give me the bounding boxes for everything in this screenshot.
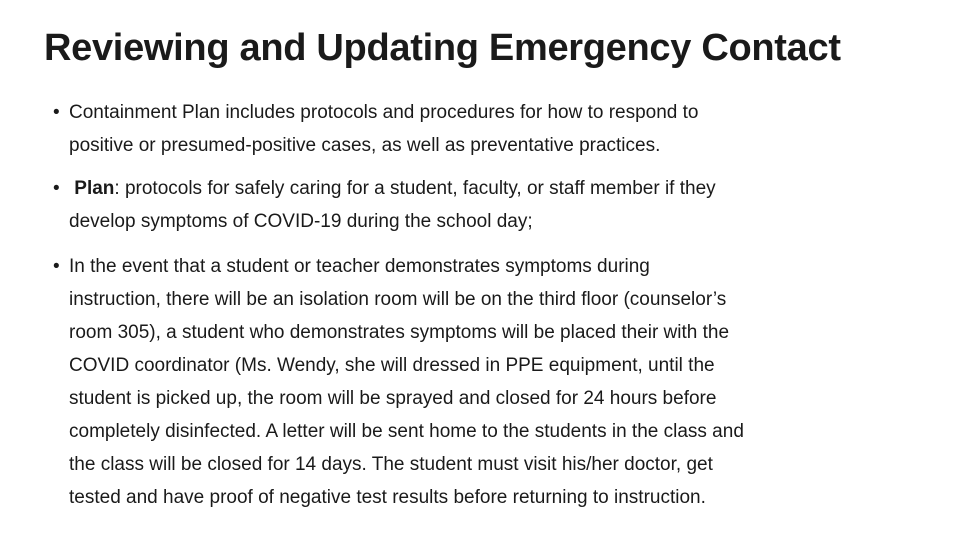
bullet-isolation-procedure <box>53 250 853 514</box>
bullet-line: student is picked up, the room will be sprayed and closed for 24 hours before <box>69 388 717 409</box>
plan-label-suffix: : protocols for safely caring for a student, faculty, or staff member if they <box>114 178 716 199</box>
bullet-line: tested and have proof of negative test results before returning to instruction. <box>69 487 706 508</box>
bullet-line: develop symptoms of COVID-19 during the school day; <box>69 211 533 232</box>
bullet-line: the class will be closed for 14 days. The student must visit his/her doctor, get <box>69 454 713 475</box>
bullet-line: completely disinfected. A letter will be sent home to the students in the class and <box>69 421 744 442</box>
bullet-line: Containment Plan includes protocols and procedures for how to respond to <box>69 102 699 123</box>
plan-label: Plan <box>74 178 115 199</box>
bullet-line: room 305), a student who demonstrates symptoms will be placed their with the <box>69 322 730 343</box>
bullet-line <box>69 172 853 205</box>
bullet-dot: • <box>53 256 60 277</box>
bullet-text <box>53 250 853 514</box>
bullet-text <box>53 96 853 162</box>
bullet-plan <box>53 172 853 238</box>
bullet-containment-plan <box>53 96 853 162</box>
bullet-dot: • <box>53 178 60 199</box>
bullet-dot: • <box>53 102 60 123</box>
bullet-text <box>53 172 853 238</box>
slide-title: Reviewing and Updating Emergency Contact <box>44 27 841 69</box>
bullet-line: instruction, there will be an isolation room will be on the third floor (counselor’s <box>69 289 727 310</box>
bullet-line: In the event that a student or teacher demonstrates symptoms during <box>69 256 650 277</box>
bullet-line: positive or presumed-positive cases, as well as preventative practices. <box>69 135 661 156</box>
bullet-line: COVID coordinator (Ms. Wendy, she will dressed in PPE equipment, until the <box>69 355 715 376</box>
